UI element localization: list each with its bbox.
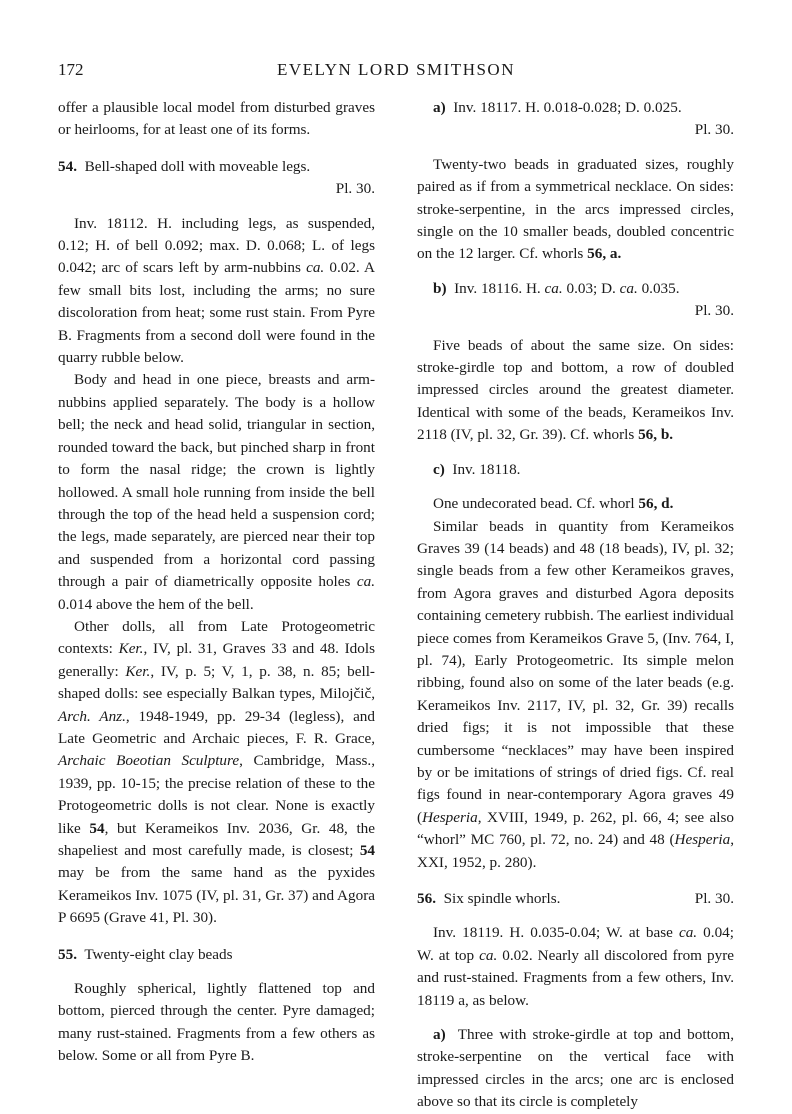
sub-a-heading: a) Inv. 18117. H. 0.018-0.028; D. 0.025. — [433, 99, 682, 116]
right-column — [417, 97, 734, 1114]
item-55-paragraph: Roughly spherical, lightly flattened top and bottom, pierced through the center. Pyre damaged; many rust-stained. Fragments from a few others as below. Some or all from Pyre B. — [58, 980, 375, 1065]
item-54-heading — [58, 156, 375, 201]
item-55-number: 55. — [58, 945, 77, 963]
page-number: 172 — [58, 60, 84, 79]
item-56-title: Six spindle whorls. — [443, 890, 561, 907]
item-55-heading — [58, 944, 375, 966]
left-column — [58, 97, 375, 1068]
item-56-plate: Pl. 30. — [694, 890, 734, 907]
sub-b-plate: Pl. 30. — [694, 302, 734, 320]
sub-c-paragraph-2: Similar beads in quantity from Kerameikos Graves 39 (14 beads) and 48 (18 beads), IV, pl. 32; single beads from a few other Kerameikos graves, from Agora graves and disturbed Agora deposits containing cemetery rubbish. The earliest individual piece comes from Kerameikos Grave 5, (Inv. 764, I, pl. 74), Early Protogeometric. Its simple melon ribbing, found also on some of the later beads (e.g. Kerameikos Inv. 2117, IV, pl. 32, Gr. 39) recalls dried figs; it is not impossible that these cumbersome “necklaces” may have been inspired by or be imitations of strings of dried figs. Cf. real figs found in near-contemporary Agora graves 49 (Hesperia, XVIII, 1949, p. 262, pl. 66, 4; see also “whorl” MC 760, pl. 72, no. 24) and 48 (Hesperia, XXI, 1952, p. 280). — [417, 517, 734, 871]
item-56-number: 56. — [417, 890, 436, 907]
item-55-title: Twenty-eight clay beads — [84, 945, 233, 963]
item-54-paragraph-1: Inv. 18112. H. including legs, as suspended, 0.12; H. of bell 0.092; max. D. 0.068; L. of legs 0.042; arc of scars left by arm-nubbins ca. 0.02. A few small bits lost, including the arms; no sure discoloration from heat; some rust stain. From Pyre B. Fragments from a second doll were found in the quarry rubble below. — [58, 214, 375, 367]
item-54-number: 54. — [58, 157, 77, 175]
item-54-paragraph-3: Other dolls, all from Late Protogeometric contexts: Ker., IV, pl. 31, Graves 33 and 48. Idols generally: Ker., IV, p. 5; V, 1, p. 38, n. 85; bell-shaped dolls: see especially Balkan types, Milojčič, Arch. Anz., 1948-1949, pp. 29-34 (legless), and Late Geometric and Archaic pieces, F. R. Grace, Archaic Boeotian Sculpture, Cambridge, Mass., 1939, pp. 10-15; the precise relation of these to the Protogeometric dolls is not clear. None is exactly like 54, but Kerameikos Inv. 2036, Gr. 48, the shapeliest and most carefully made, is closest; 54 may be from the same hand as the pyxides Kerameikos Inv. 1075 (IV, pl. 31, Gr. 37) and Agora P 6695 (Grave 41, Pl. 30). — [58, 617, 375, 927]
item-54-title: Bell-shaped doll with moveable legs. — [84, 157, 311, 175]
item-56-heading — [417, 888, 734, 910]
item-56-paragraph: Inv. 18119. H. 0.035-0.04; W. at base ca. 0.04; W. at top ca. 0.02. Nearly all discolored from pyre and rust-stained. Fragments from a few others, Inv. 18119 a, as below. — [417, 924, 734, 1009]
running-head: EVELYN LORD SMITHSON — [277, 60, 515, 79]
sub-c-heading: c) Inv. 18118. — [433, 460, 521, 478]
intro-paragraph: offer a plausible local model from disturbed graves or heirlooms, for at least one of its forms. — [58, 99, 375, 139]
page-header — [58, 60, 734, 84]
sub-a-plate: Pl. 30. — [694, 121, 734, 139]
sub-b-heading: b) Inv. 18116. H. ca. 0.03; D. ca. 0.035. — [433, 279, 680, 297]
sub-a-text: Twenty-two beads in graduated sizes, roughly paired as if from a symmetrical necklace. On sides: stroke-serpentine, in the arcs impressed circles, single on the 10 smaller beads, doubled concentric on the 12 larger. Cf. whorls 56, a. — [417, 155, 734, 263]
item-54-paragraph-2: Body and head in one piece, breasts and arm-nubbins applied separately. The body is a hollow bell; the neck and head solid, triangular in section, rounded toward the back, but pinched sharp in front to form the nasal ridge; the crown is lightly hollowed. A small hole running from inside the bell through the top of the head held a suspension cord; the legs, made separately, are pierced near their top and suspended from a horizontal cord passing through a pair of diametrically opposite holes ca. 0.014 above the hem of the bell. — [58, 371, 375, 613]
item-56-sub-a: a) Three with stroke-girdle at top and bottom, stroke-serpentine on the vertical face with impressed circles in the arcs; one arc is enclosed above so that its circle is completely — [417, 1026, 734, 1111]
sub-c-text: One undecorated bead. Cf. whorl 56, d. — [433, 495, 674, 513]
sub-b-text: Five beads of about the same size. On sides: stroke-girdle top and bottom, a row of doubled impressed circles around the greatest diameter. Identical with some of the beads, Kerameikos Inv. 2118 (IV, pl. 32, Gr. 39). Cf. whorls 56, b. — [417, 336, 734, 444]
item-54-plate: Pl. 30. — [335, 180, 375, 198]
